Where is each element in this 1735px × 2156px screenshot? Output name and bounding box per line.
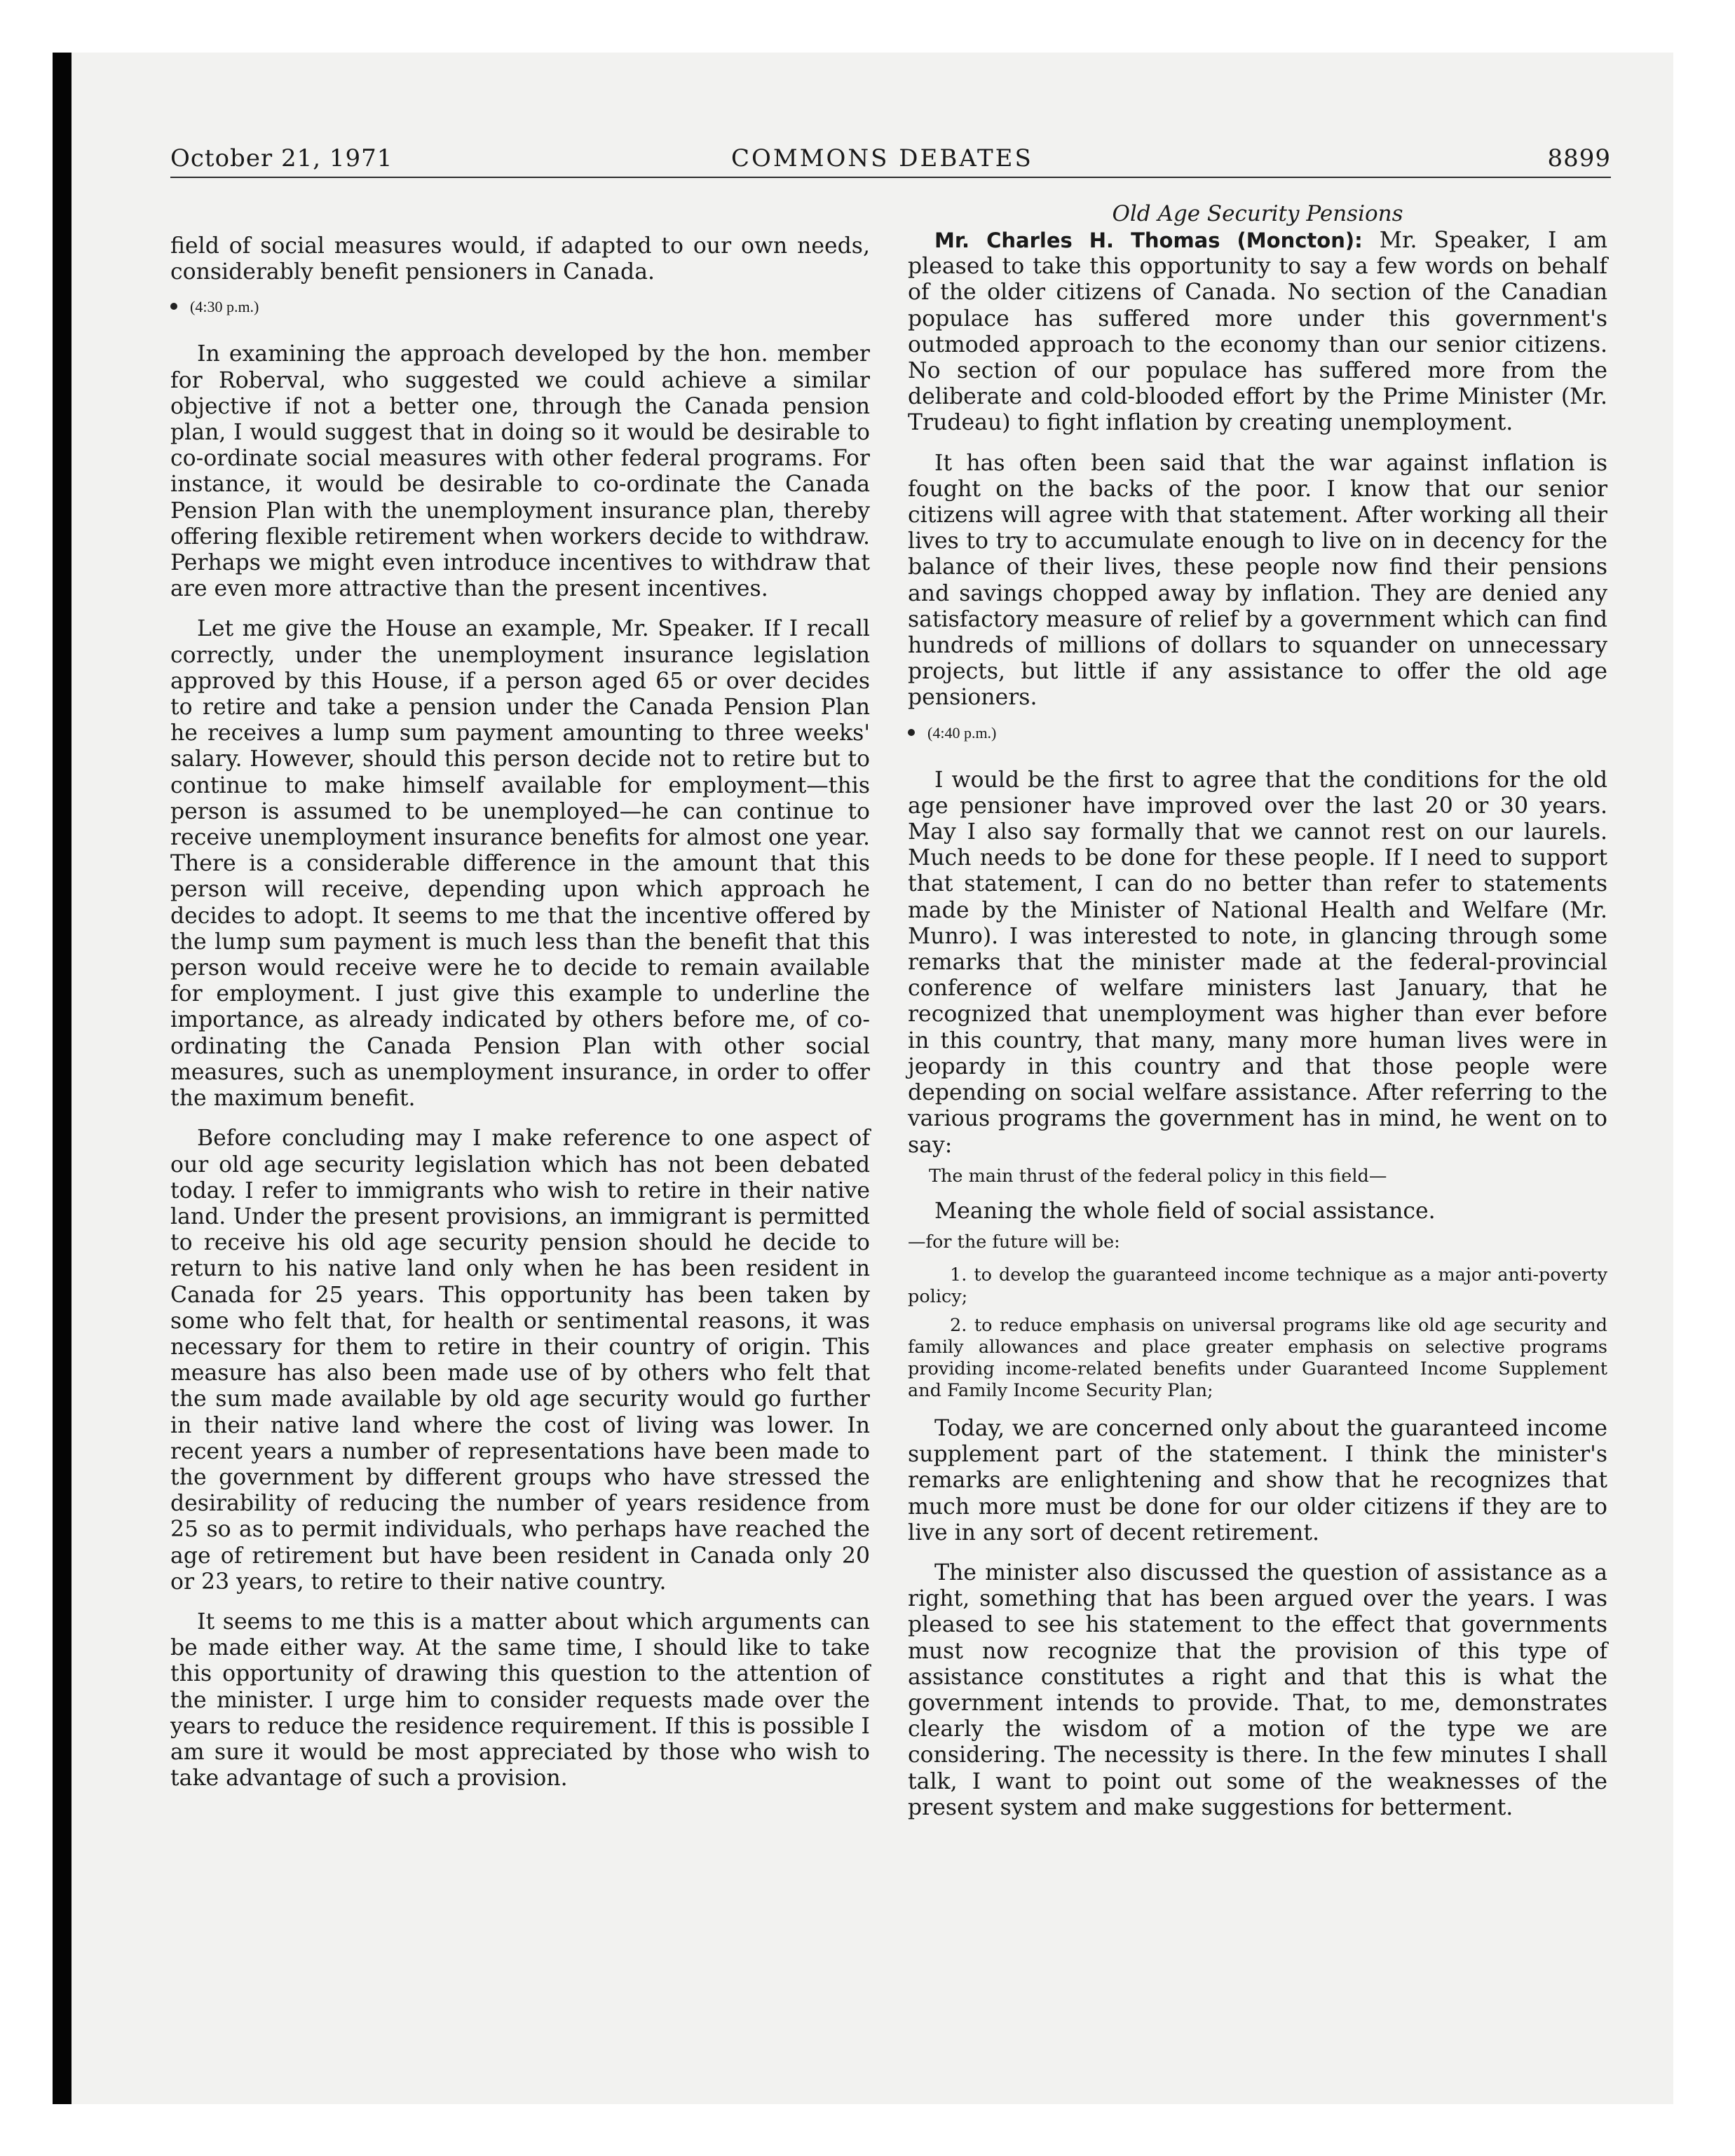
time-marker-text: (4:30 p.m.) (190, 298, 259, 316)
quote-line-2: —for the future will be: (908, 1231, 1120, 1253)
header-publication: COMMONS DEBATES (731, 144, 1033, 172)
time-marker-440 (908, 723, 1607, 744)
quote-list-item-2: 2. to reduce emphasis on universal programs like old age security and family allowances and place greater emphasis on selective programs providing income-related benefits under Guaranteed Income Supplement and Family Income Security Plan; (908, 1314, 1607, 1401)
quote-line-1: The main thrust of the federal policy in this field— (929, 1165, 1387, 1187)
left-paragraph-3: Let me give the House an example, Mr. Speaker. If I recall correctly, under the unemployment insurance legislation approved by this House, if a person aged 65 or over decides to retire and take a pension under the Canada Pension Plan he receives a lump sum payment amounting to three weeks' salary. However, should this person decide not to retire but to continue to make himself available for employment—this person is assumed to be unemployed—he can continue to receive unemployment insurance benefits for almost one year. There is a considerable difference in the amount that this person will receive, depending upon which approach he decides to adopt. It seems to me that the incentive offered by the lump sum payment is much less than the benefit that this person would receive were he to decide to remain available for employment. I just give this example to underline the importance, as already indicated by others before me, of co-ordinating the Canada Pension Plan with other social measures, such as unemployment insurance, in order to offer the maximum benefit. (170, 616, 870, 1112)
quote-list-item-1: 1. to develop the guaranteed income technique as a major anti-poverty policy; (908, 1264, 1607, 1307)
left-paragraph-1: field of social measures would, if adapted to our own needs, considerably benefit pensioners in Canada. (170, 233, 870, 285)
right-paragraph-5: The minister also discussed the question of assistance as a right, something that has been argued over the years. I was pleased to see his statement to the effect that governments must now recognize that the provision of this type of assistance constitutes a right and that this is what the government intends to provide. That, to me, demonstrates clearly the wisdom of a motion of the type we are considering. The necessity is there. In the few minutes I shall talk, I want to point out some of the weaknesses of the present system and make suggestions for betterment. (908, 1560, 1607, 1820)
left-paragraph-2: In examining the approach developed by the hon. member for Roberval, who suggested we could achieve a similar objective if not a better one, through the Canada pension plan, I would suggest that in doing so it would be desirable to co-ordinate social measures with other federal programs. For instance, it would be desirable to co-ordinate the Canada Pension Plan with the unemployment insurance plan, thereby offering flexible retirement when workers decide to withdraw. Perhaps we might even introduce incentives to withdraw that are even more attractive than the present incentives. (170, 341, 870, 602)
time-marker-text: (4:40 p.m.) (927, 723, 997, 742)
binding-edge (53, 53, 72, 2104)
right-column (908, 200, 1607, 1821)
section-title: Old Age Security Pensions (1112, 201, 1403, 226)
right-paragraph-1-text: Mr. Speaker, I am pleased to take this opportunity to say a few words on behalf of the older citizens of Canada. No section of the Canadian populace has suffered more under this government's outmoded approach to the economy than our senior citizens. No section of our populace has suffered more from the deliberate and cold-blooded effort by the Prime Minister (Mr. Trudeau) to fight inflation by creating unemployment. (908, 228, 1608, 436)
header-date: October 21, 1971 (170, 144, 393, 172)
right-paragraph-1 (908, 228, 1607, 437)
left-paragraph-5: It seems to me this is a matter about which arguments can be made either way. At the same time, I should like to take this opportunity of drawing this question to the attention of the minister. I urge him to consider requests made over the years to reduce the residence requirement. If this is possible I am sure it would be most appreciated by those who wish to take advantage of such a provision. (170, 1609, 870, 1792)
right-paragraph-2: It has often been said that the war against inflation is fought on the backs of the poor. I know that our senior citizens will agree with that statement. After working all their lives to try to accumulate enough to live on in decency for the balance of their lives, these people now find their pensions and savings chopped away by inflation. They are denied any satisfactory measure of relief by a government which can find hundreds of millions of dollars to squander on unnecessary projects, but little if any assistance to offer the old age pensioners. (908, 450, 1607, 711)
page-header (170, 144, 1611, 178)
right-paragraph-4: Today, we are concerned only about the guaranteed income supplement part of the statement. I think the minister's remarks are enlightening and show that he recognizes that much more must be done for our older citizens if they are to live in any sort of decent retirement. (908, 1415, 1607, 1546)
left-paragraph-4: Before concluding may I make reference to one aspect of our old age security legislation which has not been debated today. I refer to immigrants who wish to retire in their native land. Under the present provisions, an immigrant is permitted to receive his old age security pension should he decide to return to his native land only when he has been resident in Canada for 25 years. This opportunity has been taken by some who felt that, for health or sentimental reasons, it was necessary for them to retire in their country of origin. This measure has also been made use of by others who felt that the sum made available by old age security would go further in their native land where the cost of living was lower. In recent years a number of representations have been made to the government by different groups who have stressed the desirability of reducing the number of years residence from 25 so as to permit individuals, who perhaps have reached the age of retirement but have been resident in Canada only 20 or 23 years, to retire to their native country. (170, 1126, 870, 1595)
interjection: Meaning the whole field of social assistance. (934, 1198, 1436, 1224)
speaker-name: Mr. Charles H. Thomas (Moncton): (934, 228, 1363, 252)
bullet-icon (170, 303, 177, 310)
bullet-icon (908, 729, 915, 736)
left-column (170, 200, 870, 1792)
time-marker-430 (170, 296, 870, 318)
header-page-number: 8899 (1547, 144, 1611, 172)
right-paragraph-3: I would be the first to agree that the conditions for the old age pensioner have improved over the last 20 or 30 years. May I also say formally that we cannot rest on our laurels. Much needs to be done for these people. If I need to support that statement, I can do no better than refer to statements made by the Minister of National Health and Welfare (Mr. Munro). I was interested to note, in glancing through some remarks that the minister made at the federal-provincial conference of welfare ministers last January, that he recognized that unemployment was higher than ever before in this country, that many, many more human lives were in jeopardy in this country and that those people were depending on social welfare assistance. After referring to the various programs the government has in mind, he went on to say: (908, 767, 1607, 1158)
